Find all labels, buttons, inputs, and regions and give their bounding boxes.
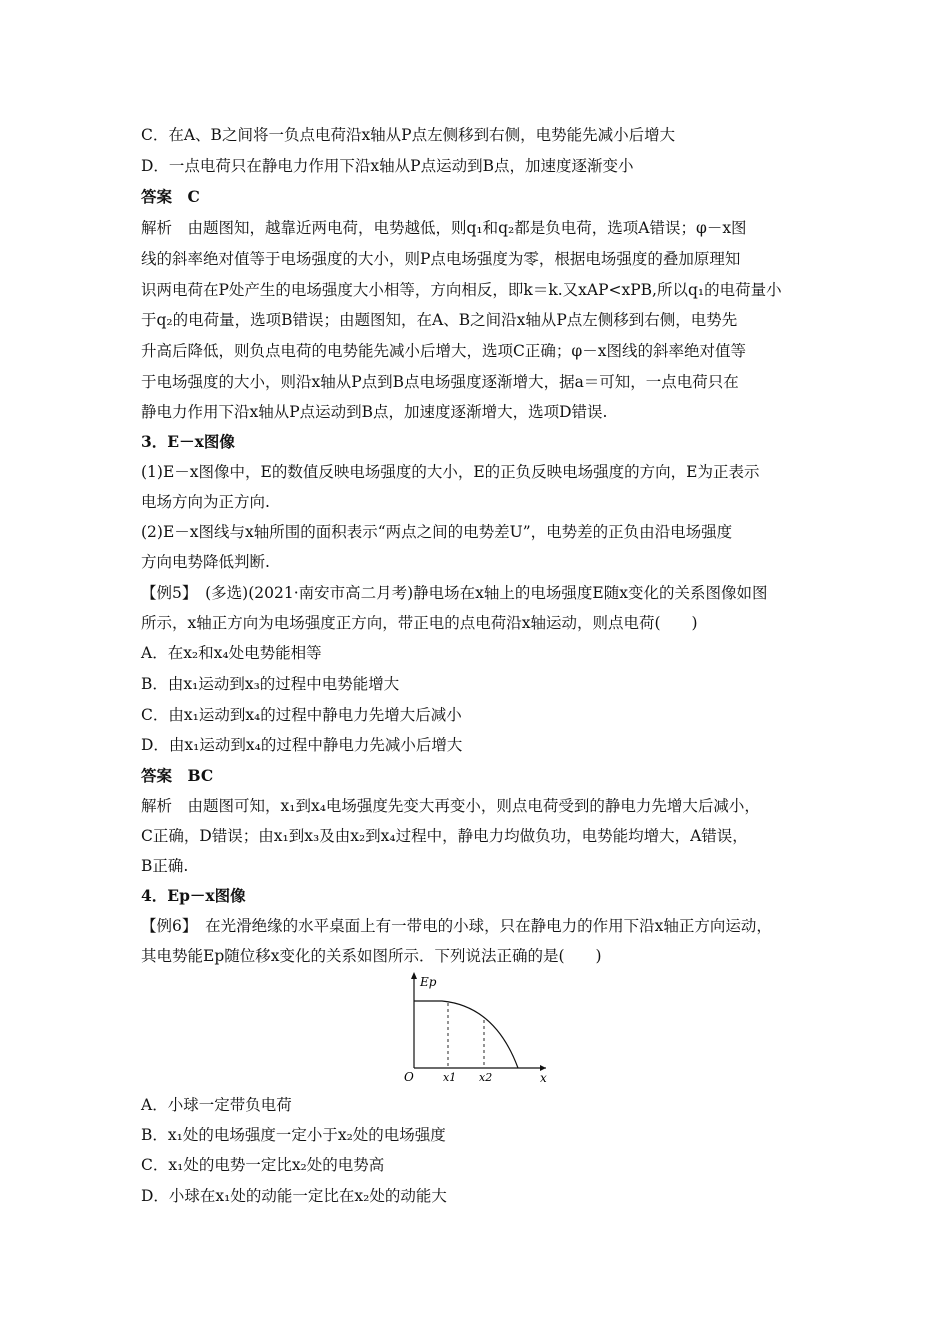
- option-line: D．由x₁运动到x₄的过程中静电力先减小后增大: [141, 736, 463, 754]
- y-axis-arrow: [411, 972, 417, 979]
- option-line: A．小球一定带负电荷: [141, 1096, 292, 1114]
- analysis-line: 解析 由题图知，越靠近两电荷，电势越低，则q₁和q₂都是负电荷，选项A错误；φ－x图: [141, 219, 747, 237]
- option-line: C．由x₁运动到x₄的过程中静电力先增大后减小: [141, 706, 462, 724]
- answer-line: 答案 BC: [141, 766, 214, 785]
- paragraph-line: 方向电势降低判断.: [141, 553, 270, 571]
- paragraph-line: (2)E－x图线与x轴所围的面积表示“两点之间的电势差U”，电势差的正负由沿电场强度: [141, 523, 733, 541]
- x-axis-label: x: [540, 1071, 547, 1085]
- option-line: B．由x₁运动到x₃的过程中电势能增大: [141, 675, 400, 693]
- option-c-line: C．在A、B之间将一负点电荷沿x轴从P点左侧移到右侧，电势能先减小后增大: [141, 126, 676, 144]
- analysis-line: C正确，D错误；由x₁到x₃及由x₂到x₄过程中，静电力均做负功，电势能均增大，A错误，: [141, 827, 748, 845]
- analysis-line: 识两电荷在P处产生的电场强度大小相等，方向相反，即k＝k.又xAP<xPB,所以q₁的电荷量小: [141, 281, 782, 299]
- section-heading: 3．E－x图像: [141, 432, 235, 451]
- option-line: A．在x₂和x₄处电势能相等: [141, 644, 322, 662]
- analysis-line: 升高后降低，则负点电荷的电势能先减小后增大，选项C正确；φ－x图线的斜率绝对值等: [141, 342, 746, 360]
- analysis-line: 线的斜率绝对值等于电场强度的大小，则P点电场强度为零，根据电场强度的叠加原理知: [141, 250, 741, 268]
- analysis-line: 解析 由题图可知，x₁到x₄电场强度先变大再变小，则点电荷受到的静电力先增大后减小，: [141, 797, 760, 815]
- origin-label: O: [404, 1070, 414, 1084]
- example-6-line: 其电势能Ep随位移x变化的关系如图所示．下列说法正确的是( ): [141, 947, 602, 965]
- ep-x-graph: [400, 968, 550, 1086]
- example-6-line: 【例6】 在光滑绝缘的水平桌面上有一带电的小球，只在静电力的作用下沿x轴正方向运动，: [141, 917, 772, 935]
- paragraph-line: 电场方向为正方向.: [141, 493, 270, 511]
- analysis-line: 静电力作用下沿x轴从P点运动到B点，加速度逐渐增大，选项D错误.: [141, 403, 608, 421]
- section-heading: 4．Ep－x图像: [141, 886, 246, 905]
- answer-line: 答案 C: [141, 187, 200, 206]
- option-line: C．x₁处的电势一定比x₂处的电势高: [141, 1156, 385, 1174]
- option-line: D．小球在x₁处的动能一定比在x₂处的动能大: [141, 1187, 447, 1205]
- example-5-line: 【例5】 (多选)(2021·南安市高二月考)静电场在x轴上的电场强度E随x变化的关系图像如图: [141, 584, 768, 602]
- x2-tick-label: x2: [479, 1071, 493, 1084]
- paragraph-line: (1)E－x图像中，E的数值反映电场强度的大小，E的正负反映电场强度的方向，E为正表示: [141, 463, 760, 481]
- analysis-line: B正确.: [141, 857, 189, 875]
- analysis-line: 于q₂的电荷量，选项B错误；由题图知，在A、B之间沿x轴从P点左侧移到右侧，电势先: [141, 311, 738, 329]
- ep-curve: [414, 1001, 518, 1068]
- y-axis-label: Ep: [420, 975, 437, 989]
- example-5-line: 所示，x轴正方向为电场强度正方向，带正电的点电荷沿x轴运动，则点电荷( ): [141, 614, 698, 632]
- option-line: B．x₁处的电场强度一定小于x₂处的电场强度: [141, 1126, 446, 1144]
- x1-tick-label: x1: [443, 1071, 457, 1084]
- option-d-line: D．一点电荷只在静电力作用下沿x轴从P点运动到B点，加速度逐渐变小: [141, 157, 634, 175]
- analysis-line: 于电场强度的大小，则沿x轴从P点到B点电场强度逐渐增大，据a＝可知，一点电荷只在: [141, 373, 739, 391]
